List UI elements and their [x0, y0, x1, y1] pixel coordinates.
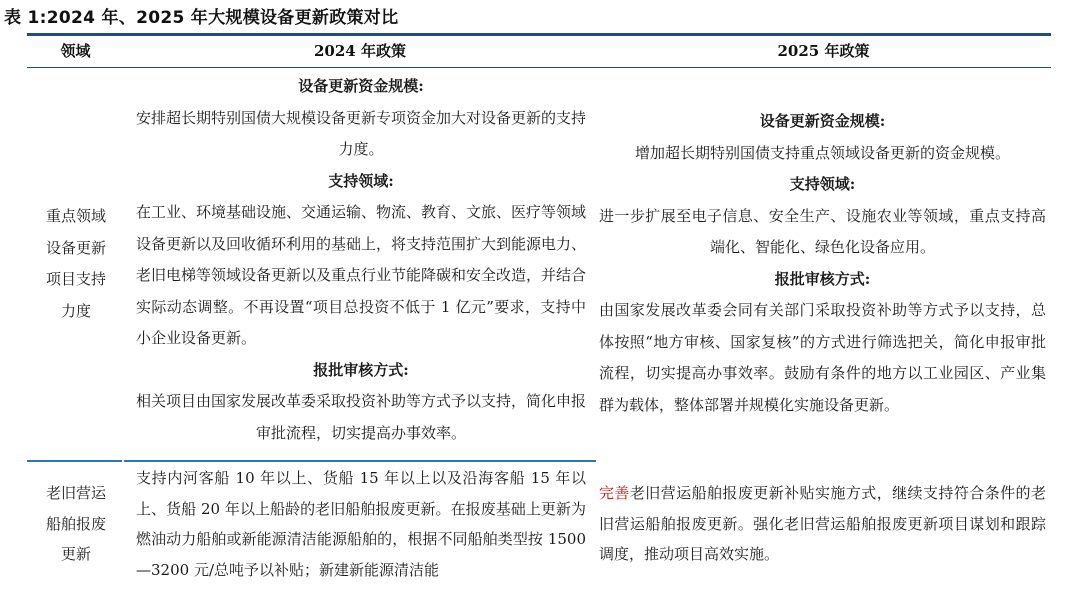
row2-2025-text: 老旧营运船舶报废更新补贴实施方式，继续支持符合条件的老旧营运船舶报废更新。强化老旧营运船舶报废更新项目谋划和跟踪调度，推动项目高效实施。 — [599, 484, 1046, 563]
row2-policy-2025 — [599, 478, 1046, 570]
header-policy-2024: 2024 年政策 — [314, 42, 406, 60]
row1-2025-funding-heading: 设备更新资金规模: — [759, 112, 886, 130]
header-domain: 领域 — [60, 42, 91, 60]
header-policy-2025: 2025 年政策 — [777, 42, 870, 60]
row2-2025-highlight: 完善 — [599, 484, 630, 502]
header-bottom-rule — [27, 67, 1051, 68]
row2-domain: 老旧营运船舶报废更新 — [45, 484, 106, 563]
row2-policy-2024: 支持内河客船 10 年以上、货船 15 年以上以及沿海客船 15 年以上、货船 20 年以上船龄的老旧船舶报废更新。在报废基础上更新为燃油动力船舶或新能源清洁能源船舶的，根据不同船舶类型按 1500—3200 元/总吨予以补贴；新建新能源清洁能 — [136, 469, 586, 579]
row1-2025-scope-text: 进一步扩展至电子信息、安全生产、设施农业等领域，重点支持高端化、智能化、绿色化设备应用。 — [599, 206, 1046, 256]
row1-2024-funding-text: 安排超长期特别国债大规模设备更新专项资金加大对设备更新的支持力度。 — [136, 108, 587, 158]
row1-2024-approval-text: 相关项目由国家发展改革委采取投资补助等方式予以支持，简化申报审批流程，切实提高办事效率。 — [136, 392, 587, 442]
row1-2025-funding-text: 增加超长期特别国债支持重点领域设备更新的资金规模。 — [634, 143, 1010, 162]
row1-2024-funding-heading: 设备更新资金规模: — [298, 77, 424, 95]
row1-domain: 重点领域设备更新项目支持力度 — [45, 207, 106, 320]
row1-policy-2024 — [136, 71, 586, 449]
row-separator-2024 — [124, 460, 596, 462]
row1-2025-approval-text: 由国家发展改革委会同有关部门采取投资补助等方式予以支持，总体按照“地方审核、国家复核”的方式进行筛选把关，简化申报审批流程，切实提高办事效率。鼓励有条件的地方以工业园区、产业集群为载体，整体部署并规模化实施设备更新。 — [599, 301, 1046, 414]
row1-2024-scope-heading: 支持领域: — [328, 171, 394, 190]
row1-2025-scope-heading: 支持领域: — [789, 175, 856, 193]
row1-2025-approval-heading: 报批审核方式: — [774, 269, 871, 288]
row-separator-domain — [27, 460, 122, 462]
row1-policy-2025 — [599, 106, 1046, 421]
row1-2024-approval-heading: 报批审核方式: — [313, 360, 409, 379]
table-title: 表 1:2024 年、2025 年大规模设备更新政策对比 — [4, 8, 399, 28]
row1-2024-scope-text: 在工业、环境基础设施、交通运输、物流、教育、文旅、医疗等领域设备更新以及回收循环利用的基础上，将支持范围扩大到能源电力、老旧电梯等领域设备更新以及重点行业节能降碳和安全改造，并结合实际动态调整。不再设置“项目总投资不低于 1 亿元”要求，支持中小企业设备更新。 — [136, 203, 587, 347]
